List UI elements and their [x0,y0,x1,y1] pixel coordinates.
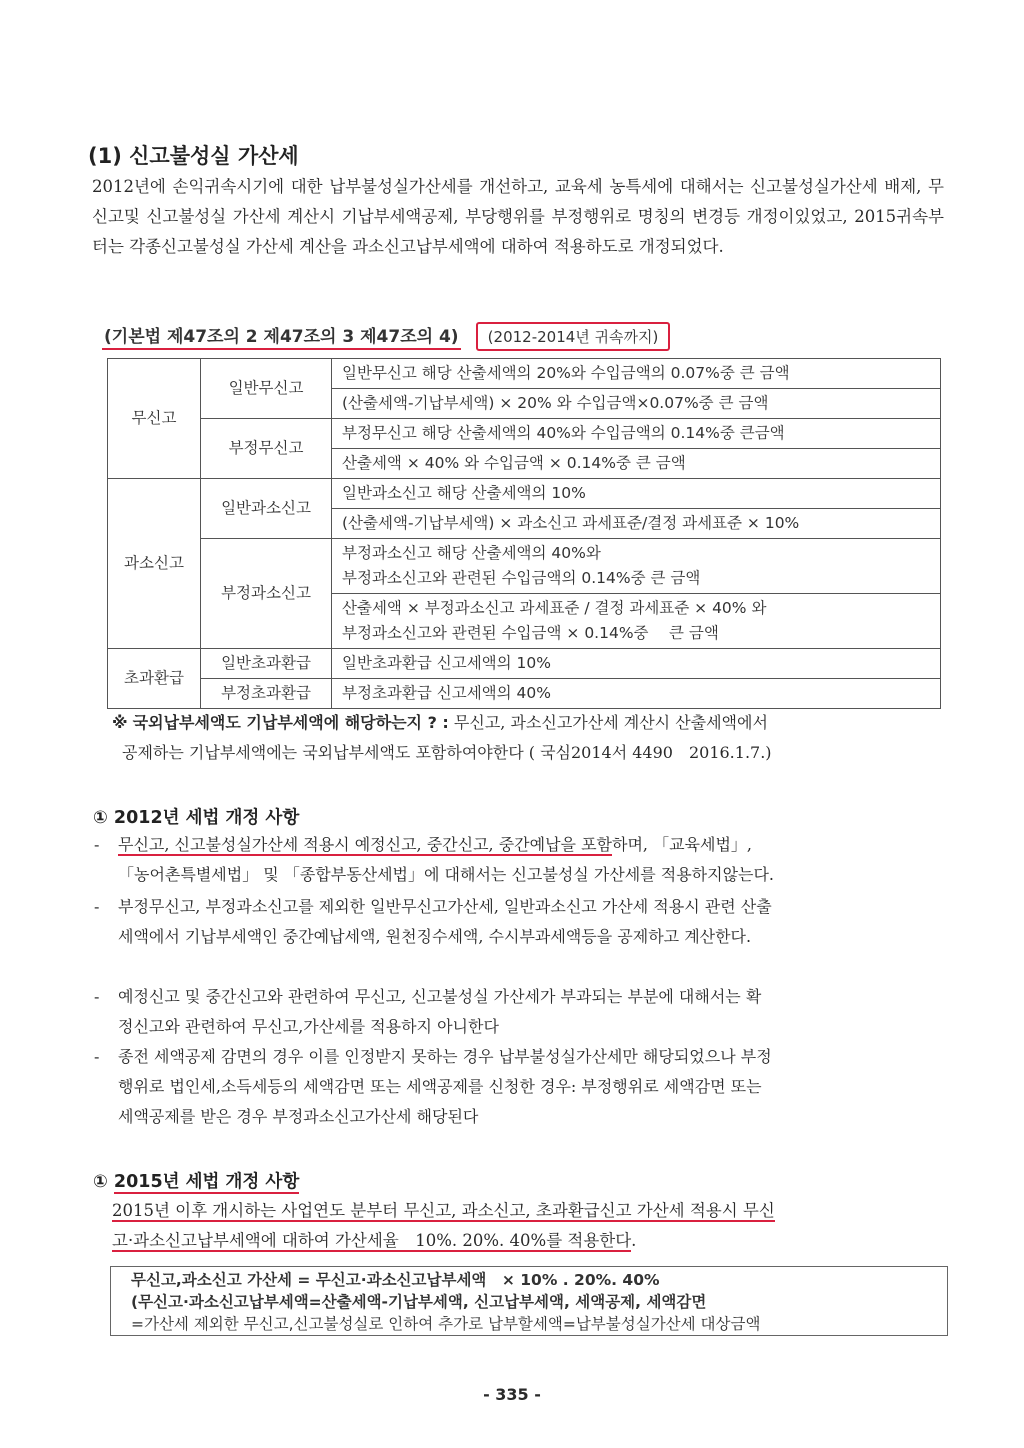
table-row [108,419,941,449]
note-question: 국외납부세액도 기납부세액에 해당하는지 ? : [132,713,449,732]
item-cont: 행위로 법인세,소득세등의 세액감면 또는 세액공제를 신청한 경우: 부정행위로 세액감면 또는 [118,1077,762,1096]
formula-box [110,1266,948,1336]
law-reference-row [102,322,670,352]
penalty-rate-table [107,358,941,709]
list-item: - 예정신고 및 중간신고와 관련하여 무신고, 신고불성실 가산세가 부과되는 부분에 대해서는 확 정신고와 관련하여 무신고,가산세를 적용하지 아니한다 [94,982,950,1042]
rate-cell [332,594,941,649]
item-text: 종전 세액공제 감면의 경우 이를 인정받지 못하는 경우 납부불성실가산세만 해당되었으나 부정 [118,1047,772,1066]
item-text: 예정신고 및 중간신고와 관련하여 무신고, 신고불성실 가산세가 부과되는 부분에 대해서는 확 [118,987,762,1006]
list-item: - 부정무신고, 부정과소신고를 제외한 일반무신고가산세, 일반과소신고 가산세 적용시 관련 산출 세액에서 기납부세액인 중간예납세액, 원천징수세액, 수시부과세액등을 공제하고 계산한다. [94,892,950,952]
item-cont: 세액공제를 받은 경우 부정과소신고가산세 해당된다 [118,1107,479,1126]
intro-paragraph: 2012년에 손익귀속시기에 대한 납부불성실가산세를 개선하고, 교육세 농특세에 대해서는 신고불성실가산세 배제, 무신고및 신고불성실 가산세 계산시 기납부세액공제, 부당행위를 부정행위로 명칭의 변경등 개정이있었고, 2015귀속부터는 각종신고불성실 가산세 계산을 과소신고납부세액에 대하여 적용하도로 개정되었다. [92,177,944,256]
table-row [108,479,941,509]
note-answer: 무신고, 과소신고가산세 계산시 산출세액에서 [453,713,768,732]
item-cont: 정신고와 관련하여 무신고,가산세를 적용하지 아니한다 [118,1017,499,1036]
note-bullet: ※ [112,713,128,732]
subcategory-general-under-report: 일반과소신고 [201,479,332,539]
rate-cell: 부정무신고 해당 산출세액의 40%와 수입금액의 0.14%중 큰금액 [332,419,941,449]
note-answer-cont: 공제하는 기납부세액에는 국외납부세액도 포함하여야한다 ( 국심2014서 4490 2016.1.7.) [122,743,772,762]
rate-cell: 일반무신고 해당 산출세액의 20%와 수입금액의 0.07%중 큰 금액 [332,359,941,389]
category-under-report: 과소신고 [108,479,201,649]
table-row [108,649,941,679]
subcategory-general-excess-refund: 일반초과환급 [201,649,332,679]
rev2015-title [93,1168,299,1193]
table-row [108,679,941,709]
subcategory-fraud-no-report: 부정무신고 [201,419,332,479]
subcategory-fraud-excess-refund: 부정초과환급 [201,679,332,709]
rate-cell: 산출세액 × 40% 와 수입금액 × 0.14%중 큰 금액 [332,449,941,479]
rev2015-title-num: ① [93,1172,108,1192]
period-text: . [631,1231,637,1250]
rate-line: 부정과소신고와 관련된 수입금액의 0.14%중 큰 금액 [342,569,701,587]
item-text: 부정무신고, 부정과소신고를 제외한 일반무신고가산세, 일반과소신고 가산세 적용시 관련 산출 [118,897,772,916]
rev2015-paragraph [112,1196,948,1256]
table-row [108,359,941,389]
law-period-box: (2012-2014년 귀속까지) [476,322,671,351]
list-item: - 무신고, 신고불성실가산세 적용시 예정신고, 중간신고, 중간예납을 포함하며, 「교육세법」, 「농어촌특별세법」 및 「종합부동산세법」에 대해서는 신고불성실 가산세를 적용하지않는다. [94,830,950,890]
item-cont: 「농어촌특별세법」 및 「종합부동산세법」에 대해서는 신고불성실 가산세를 적용하지않는다. [118,865,775,884]
table-row [108,539,941,594]
subcategory-general-no-report: 일반무신고 [201,359,332,419]
rate-cell: 일반초과환급 신고세액의 10% [332,649,941,679]
rate-cell: (산출세액-기납부세액) × 과소신고 과세표준/결정 과세표준 × 10% [332,509,941,539]
item-text: 하며, 「교육세법」, [612,835,752,854]
rev2012-title: ① 2012년 세법 개정 사항 [93,808,300,828]
note-foreign-tax [112,708,950,768]
rate-cell [332,539,941,594]
underlined-text: 고·과소신고납부세액에 대하여 가산세율 10%. 20%. 40%를 적용한다 [112,1231,632,1250]
underlined-text: 2015년 이후 개시하는 사업연도 분부터 무신고, 과소신고, 초과환급신고 가산세 적용시 무신 [112,1201,775,1220]
section-title: (1) 신고불성실 가산세 [88,144,299,168]
rate-line: 산출세액 × 부정과소신고 과세표준 / 결정 과세표준 × 40% 와 [342,599,767,617]
list-item: - 종전 세액공제 감면의 경우 이를 인정받지 못하는 경우 납부불성실가산세만 해당되었으나 부정 행위로 법인세,소득세등의 세액감면 또는 세액공제를 신청한 경우: 부정행위로 세액감면 또는 세액공제를 받은 경우 부정과소신고가산세 해당된다 [94,1042,950,1132]
formula-line: (무신고·과소신고납부세액=산출세액-기납부세액, 신고납부세액, 세액공제, 세액감면 [131,1293,707,1311]
law-reference: (기본법 제47조의 2 제47조의 3 제47조의 4) [102,322,461,350]
rate-cell: 일반과소신고 해당 산출세액의 10% [332,479,941,509]
subcategory-fraud-under-report: 부정과소신고 [201,539,332,649]
rate-line: 부정과소신고와 관련된 수입금액 × 0.14%중 큰 금액 [342,624,719,642]
formula-line: 무신고,과소신고 가산세 = 무신고·과소신고납부세액 × 10% . 20%. 40% [131,1271,660,1289]
item-cont: 세액에서 기납부세액인 중간예납세액, 원천징수세액, 수시부과세액등을 공제하고 계산한다. [118,927,752,946]
rev2015-title-text: 2015년 세법 개정 사항 [113,1172,300,1192]
formula-line: =가산세 제외한 무신고,신고불성실로 인하여 추가로 납부할세액=납부불성실가산세 대상금액 [131,1315,761,1333]
category-no-report: 무신고 [108,359,201,479]
rate-cell: (산출세액-기납부세액) × 20% 와 수입금액×0.07%중 큰 금액 [332,389,941,419]
category-excess-refund: 초과환급 [108,649,201,709]
page-number: - 335 - [483,1385,541,1404]
rate-line: 부정과소신고 해당 산출세액의 40%와 [342,544,601,562]
underlined-text: 무신고, 신고불성실가산세 적용시 예정신고, 중간신고, 중간예납을 포함 [118,835,612,854]
rate-cell: 부정초과환급 신고세액의 40% [332,679,941,709]
